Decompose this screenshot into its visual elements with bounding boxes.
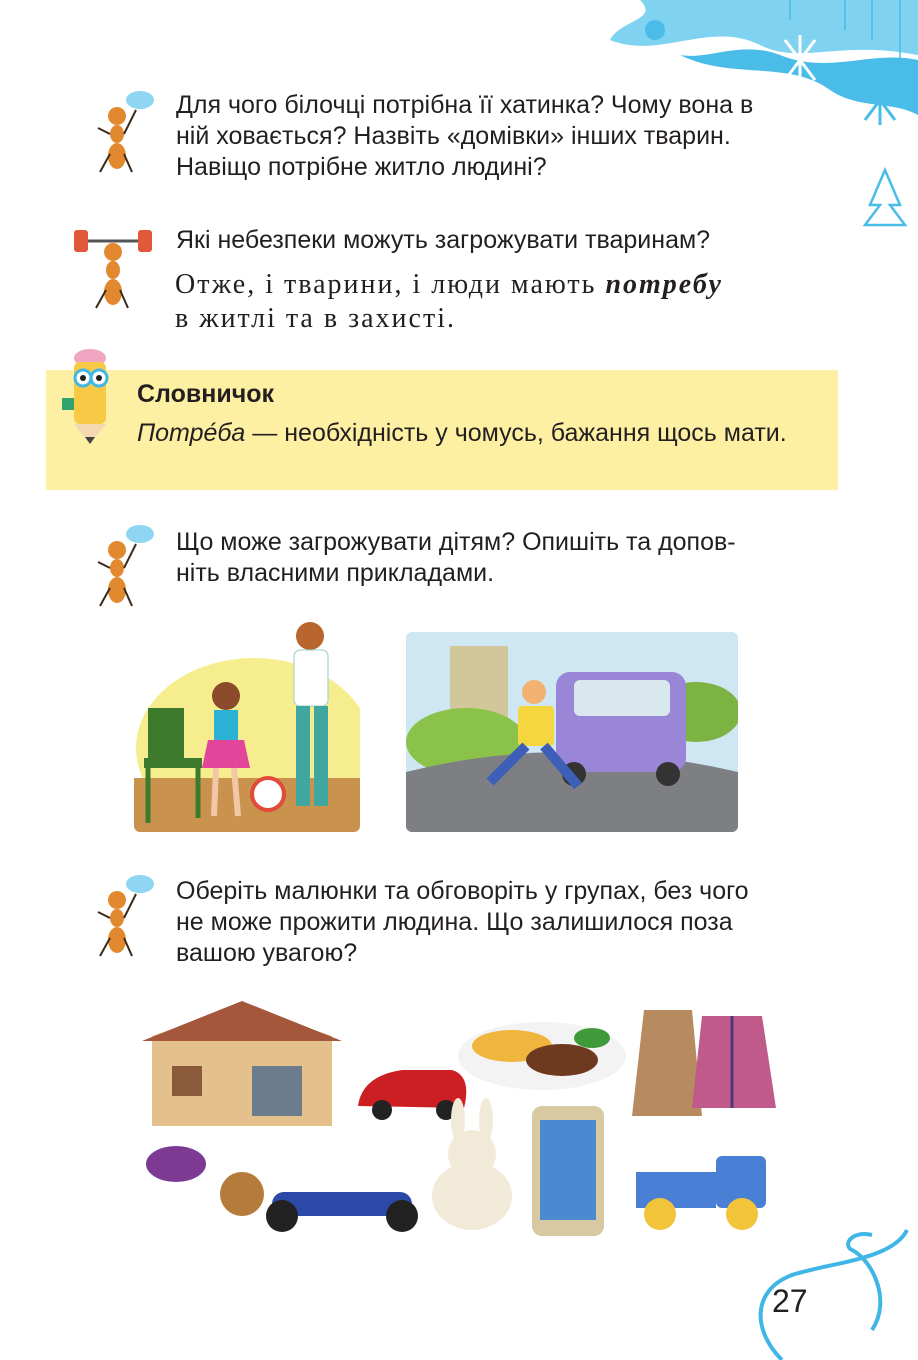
conclusion-prefix: Отже, і тварини, і люди мають	[175, 269, 606, 300]
question-1-line-1: Для чого білочці потрібна її хатинка? Чому вона в	[176, 91, 754, 119]
question-4-line-2: не може прожити людина. Що залишилося поза	[176, 908, 733, 936]
conclusion-emphasis: потребу	[605, 269, 723, 300]
page-number: 27	[772, 1283, 808, 1319]
items-collage	[132, 996, 788, 1246]
ant-icon	[92, 88, 162, 178]
glossary-term: Потре́ба	[137, 419, 246, 447]
conclusion-line-2: в житлі та в захисті.	[175, 303, 456, 334]
illustration-girl-hurt	[134, 618, 360, 832]
question-3-line-2: ніть власними прикладами.	[176, 559, 495, 587]
food-plate-image	[458, 1022, 626, 1090]
coat-image	[632, 1010, 702, 1116]
page-corner-swirl	[742, 1220, 918, 1360]
question-3-line-1: Що може загрожувати дітям? Опишіть та допов-	[176, 528, 736, 556]
question-2: Які небезпеки можуть загрожувати тваринам?	[176, 226, 711, 254]
question-1-line-3: Навіщо потрібне житло людині?	[176, 153, 547, 181]
question-3	[176, 527, 838, 589]
ant-icon	[92, 872, 162, 962]
question-4-line-3: вашою увагою?	[176, 939, 358, 967]
conclusion	[175, 268, 839, 336]
ant-weights-icon	[72, 222, 154, 312]
pencil-mascot-icon	[58, 346, 128, 446]
glossary-title: Словничок	[137, 380, 275, 408]
glossary-text	[137, 418, 827, 449]
christmas-tree-icon	[865, 170, 905, 225]
ant-icon	[92, 522, 162, 612]
illustration-boy-road	[406, 632, 738, 832]
question-4	[176, 876, 838, 969]
question-1	[176, 90, 838, 183]
shirt-image	[692, 1016, 776, 1108]
question-4-line-1: Оберіть малюнки та обговоріть у групах, без чого	[176, 877, 749, 905]
smartphone-image	[532, 1106, 604, 1236]
glossary-definition: — необхідність у чомусь, бажання щось мати.	[245, 419, 787, 447]
question-1-line-2: ній ховається? Назвіть «домівки» інших тварин.	[176, 122, 731, 150]
